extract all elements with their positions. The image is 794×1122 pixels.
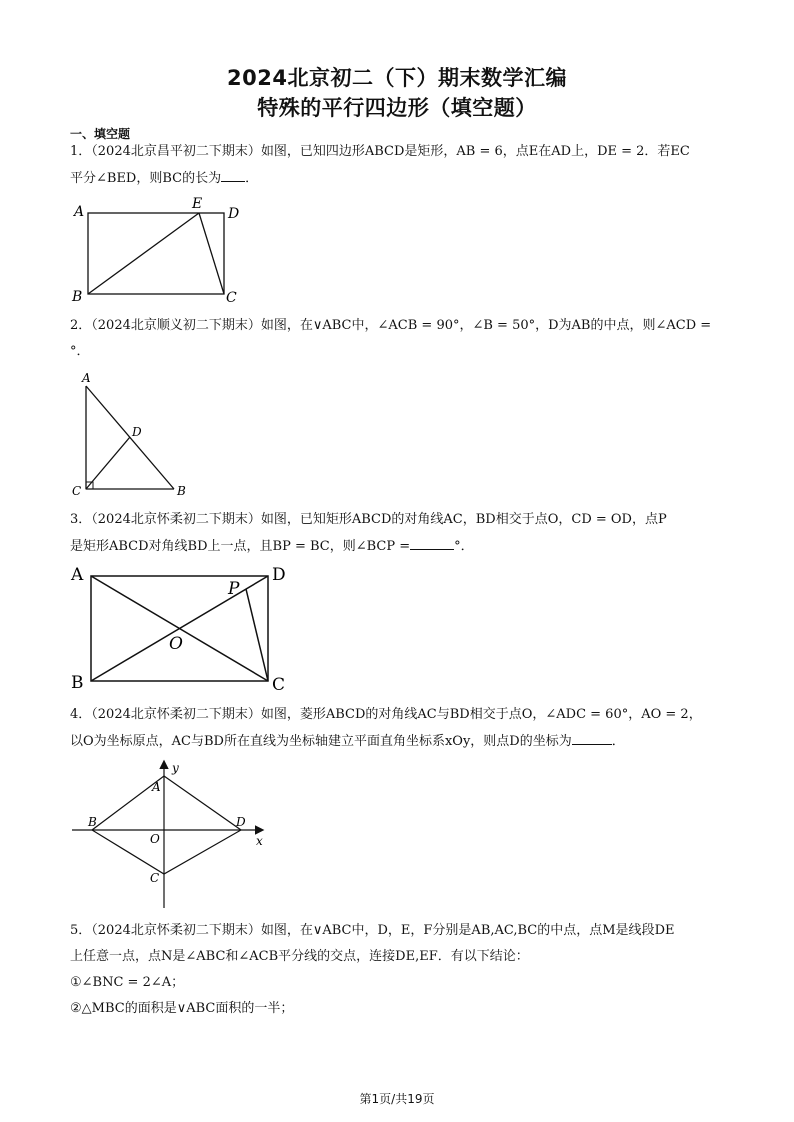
q4-label-c: C	[150, 871, 160, 885]
q3-answer-blank[interactable]	[410, 537, 454, 550]
page-footer: 第1页/共19页	[359, 1092, 435, 1106]
q1-text-line2	[70, 169, 258, 188]
q4-label-d: D	[236, 815, 246, 829]
q4-text-b: ．	[611, 734, 625, 749]
q3-label-a: A	[71, 565, 84, 585]
q3-text-line2	[70, 537, 474, 556]
q3-text-a: 是矩形ABCD对角线BD上一点，且BP = BC，则∠BCP =	[70, 539, 411, 554]
q1-text-a: 平分∠BED，则BC的长为	[70, 171, 222, 186]
q1-label-b: B	[72, 289, 83, 305]
q2-text-line2: °．	[70, 344, 90, 359]
q3-label-d: D	[272, 565, 286, 585]
q4-label-b: B	[88, 815, 97, 829]
q2-label-d: D	[132, 425, 142, 439]
q1-label-e: E	[192, 197, 203, 212]
q4-text-line2	[70, 732, 625, 751]
q4-label-o: O	[150, 832, 160, 846]
q4-label-a: A	[152, 780, 161, 794]
q1-figure-rectangle	[68, 197, 248, 307]
q1-text-b: ．	[245, 171, 259, 186]
q4-label-x: x	[256, 834, 263, 848]
q5-conclusion-1: ①∠BNC = 2∠A；	[70, 975, 185, 990]
q1-label-c: C	[226, 290, 237, 306]
q2-figure-triangle	[68, 368, 198, 503]
q4-text-line1: 4．（2024北京怀柔初二下期末）如图，菱形ABCD的对角线AC与BD相交于点O，∠ADC = 60°，AO = 2，	[70, 707, 702, 722]
q2-label-b: B	[177, 484, 186, 498]
page-subtitle: 特殊的平行四边形（填空题）	[257, 96, 537, 120]
q3-text-line1: 3．（2024北京怀柔初二下期末）如图，已知矩形ABCD的对角线AC，BD相交于点O，CD = OD，点P	[70, 512, 667, 527]
section-heading: 一、填空题	[70, 127, 131, 141]
q3-label-p: P	[228, 579, 240, 599]
page-title: 2024北京初二（下）期末数学汇编	[227, 66, 567, 90]
q3-text-b: °．	[454, 539, 474, 554]
q4-label-y: y	[172, 761, 179, 775]
q3-label-b: B	[71, 673, 84, 693]
q5-conclusion-2: ②△MBC的面积是∨ABC面积的一半；	[70, 1001, 294, 1016]
q3-label-o: O	[169, 634, 183, 654]
q1-text-line1: 1．（2024北京昌平初二下期末）如图，已知四边形ABCD是矩形，AB = 6，点E在AD上，DE = 2．若EC	[70, 144, 690, 159]
q4-answer-blank[interactable]	[572, 732, 612, 745]
q1-label-a: A	[74, 204, 85, 220]
q1-answer-blank[interactable]	[221, 169, 245, 182]
q5-text-line2: 上任意一点，点N是∠ABC和∠ACB平分线的交点，连接DE,EF．有以下结论：	[70, 949, 529, 964]
q3-label-c: C	[272, 675, 286, 695]
q2-label-c: C	[72, 484, 82, 498]
q4-figure-rhombus-axes	[66, 756, 276, 916]
q3-figure-rectangle	[68, 560, 298, 695]
q5-text-line1: 5．（2024北京怀柔初二下期末）如图，在∨ABC中，D，E，F分别是AB,AC,BC的中点，点M是线段DE	[70, 923, 675, 938]
q2-text-line1: 2．（2024北京顺义初二下期末）如图，在∨ABC中，∠ACB = 90°，∠B = 50°，D为AB的中点，则∠ACD =	[70, 318, 712, 333]
q4-text-a: 以O为坐标原点，AC与BD所在直线为坐标轴建立平面直角坐标系xOy，则点D的坐标为	[70, 734, 572, 749]
q1-label-d: D	[228, 206, 240, 222]
q2-label-a: A	[82, 371, 91, 385]
